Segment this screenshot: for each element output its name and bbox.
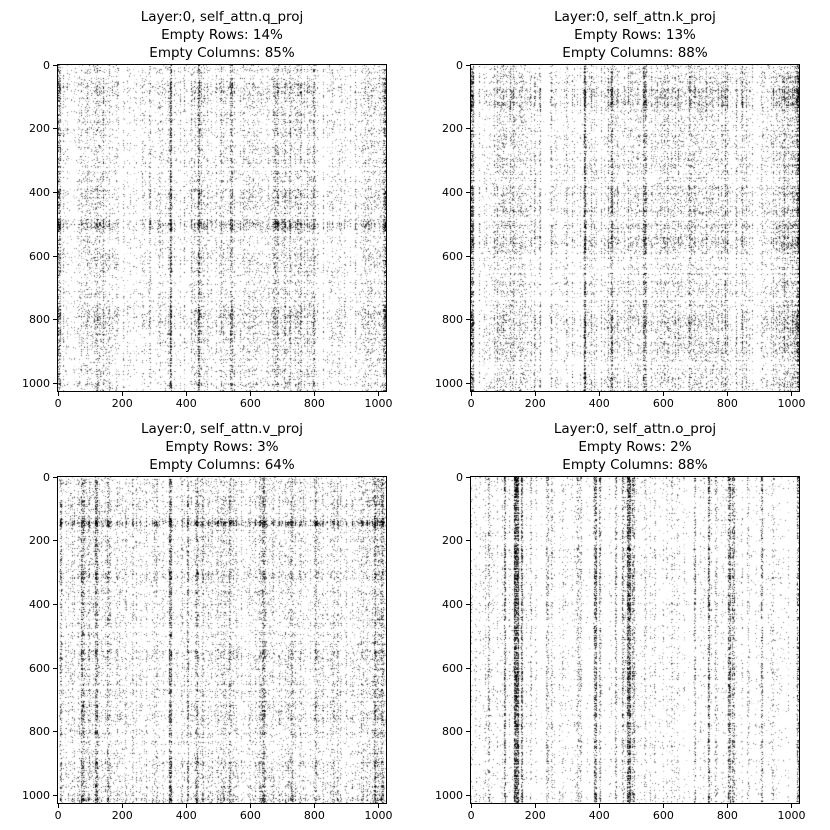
x-tick-label: 200 bbox=[111, 809, 133, 822]
empty-cols-label: Empty Columns: 64% bbox=[149, 457, 295, 473]
x-tick-mark bbox=[58, 804, 59, 808]
y-tick-label: 600 bbox=[442, 661, 463, 675]
x-tick-label: 200 bbox=[524, 809, 546, 822]
x-tick-mark bbox=[471, 804, 472, 808]
y-tick-mark bbox=[53, 731, 57, 732]
x-tick-mark bbox=[663, 804, 664, 808]
subplot-header-v-proj bbox=[37, 420, 407, 474]
y-tick-label: 200 bbox=[29, 534, 50, 548]
x-tick-label: 200 bbox=[111, 397, 133, 410]
y-tick-mark bbox=[466, 731, 470, 732]
x-tick-mark bbox=[314, 392, 315, 396]
subplot-header-q-proj bbox=[37, 8, 407, 62]
y-tick-label: 0 bbox=[43, 470, 50, 484]
y-tick-label: 200 bbox=[29, 122, 50, 136]
y-tick-mark bbox=[466, 192, 470, 193]
y-tick-label: 400 bbox=[442, 598, 463, 611]
y-tick-label: 600 bbox=[29, 249, 50, 263]
x-tick-mark bbox=[122, 804, 123, 808]
x-tick-label: 1000 bbox=[364, 397, 393, 410]
spy-heatmap-q-proj bbox=[58, 65, 386, 391]
subplot-q-proj bbox=[22, 9, 393, 410]
plot-area-o-proj bbox=[470, 476, 800, 804]
subplot-header-k-proj bbox=[450, 8, 820, 62]
y-tick-label: 1000 bbox=[435, 377, 463, 391]
y-tick-mark bbox=[466, 383, 470, 384]
subplot-o-proj bbox=[435, 421, 806, 822]
x-tick-label: 1000 bbox=[777, 397, 806, 410]
y-tick-mark bbox=[466, 604, 470, 605]
y-tick-label: 800 bbox=[29, 725, 50, 739]
x-tick-mark bbox=[314, 804, 315, 808]
x-tick-mark bbox=[186, 804, 187, 808]
y-tick-label: 800 bbox=[442, 313, 463, 327]
x-tick-label: 600 bbox=[652, 397, 674, 410]
x-tick-label: 200 bbox=[524, 397, 546, 410]
y-tick-mark bbox=[53, 256, 57, 257]
x-tick-label: 600 bbox=[239, 397, 261, 410]
x-tick-label: 600 bbox=[239, 809, 261, 822]
empty-cols-label: Empty Columns: 85% bbox=[149, 45, 295, 61]
x-tick-label: 400 bbox=[175, 397, 197, 410]
y-tick-label: 600 bbox=[442, 249, 463, 263]
y-tick-label: 1000 bbox=[22, 377, 50, 391]
x-tick-mark bbox=[186, 392, 187, 396]
x-tick-mark bbox=[727, 804, 728, 808]
x-tick-mark bbox=[599, 804, 600, 808]
x-tick-mark bbox=[599, 392, 600, 396]
y-tick-mark bbox=[53, 668, 57, 669]
y-tick-mark bbox=[53, 540, 57, 541]
y-tick-mark bbox=[466, 128, 470, 129]
x-tick-label: 0 bbox=[467, 397, 475, 410]
x-tick-label: 800 bbox=[716, 809, 738, 822]
y-tick-mark bbox=[53, 65, 57, 66]
x-tick-label: 1000 bbox=[364, 809, 393, 822]
y-tick-mark bbox=[466, 65, 470, 66]
x-tick-mark bbox=[58, 392, 59, 396]
x-tick-mark bbox=[378, 392, 379, 396]
x-tick-mark bbox=[727, 392, 728, 396]
x-tick-mark bbox=[250, 804, 251, 808]
x-tick-mark bbox=[378, 804, 379, 808]
y-tick-mark bbox=[53, 604, 57, 605]
plot-area-v-proj bbox=[57, 476, 387, 804]
plot-area-q-proj bbox=[57, 64, 387, 392]
subplot-k-proj bbox=[435, 9, 806, 410]
y-tick-label: 800 bbox=[442, 725, 463, 739]
x-tick-label: 800 bbox=[303, 809, 325, 822]
y-tick-label: 600 bbox=[29, 661, 50, 675]
y-tick-label: 0 bbox=[456, 58, 463, 72]
x-tick-mark bbox=[535, 804, 536, 808]
y-tick-mark bbox=[53, 795, 57, 796]
x-tick-label: 800 bbox=[716, 397, 738, 410]
x-tick-mark bbox=[250, 392, 251, 396]
plot-area-k-proj bbox=[470, 64, 800, 392]
subplot-title: Layer:0, self_attn.q_proj bbox=[140, 9, 304, 25]
y-tick-mark bbox=[466, 319, 470, 320]
x-tick-label: 400 bbox=[588, 809, 610, 822]
y-tick-label: 1000 bbox=[435, 789, 463, 803]
spy-heatmap-o-proj bbox=[471, 477, 799, 803]
empty-rows-label: Empty Rows: 14% bbox=[161, 27, 283, 43]
x-tick-mark bbox=[471, 392, 472, 396]
y-tick-mark bbox=[53, 128, 57, 129]
spy-heatmap-k-proj bbox=[471, 65, 799, 391]
x-tick-mark bbox=[535, 392, 536, 396]
y-tick-label: 800 bbox=[29, 313, 50, 327]
y-tick-mark bbox=[53, 319, 57, 320]
subplot-v-proj bbox=[22, 421, 393, 822]
empty-cols-label: Empty Columns: 88% bbox=[562, 45, 708, 61]
y-tick-label: 1000 bbox=[22, 789, 50, 803]
x-tick-mark bbox=[791, 392, 792, 396]
subplot-title: Layer:0, self_attn.v_proj bbox=[141, 421, 303, 437]
x-tick-label: 0 bbox=[54, 397, 62, 410]
x-tick-mark bbox=[791, 804, 792, 808]
empty-rows-label: Empty Rows: 2% bbox=[578, 439, 692, 455]
x-tick-mark bbox=[663, 392, 664, 396]
x-tick-label: 800 bbox=[303, 397, 325, 410]
x-tick-mark bbox=[122, 392, 123, 396]
y-tick-mark bbox=[53, 383, 57, 384]
y-tick-mark bbox=[466, 668, 470, 669]
spy-heatmap-v-proj bbox=[58, 477, 386, 803]
y-tick-mark bbox=[466, 795, 470, 796]
x-tick-label: 400 bbox=[588, 397, 610, 410]
x-tick-label: 0 bbox=[54, 809, 62, 822]
empty-rows-label: Empty Rows: 13% bbox=[574, 27, 696, 43]
subplot-header-o-proj bbox=[450, 420, 820, 474]
y-tick-label: 400 bbox=[29, 186, 50, 199]
y-tick-label: 200 bbox=[442, 122, 463, 136]
y-tick-label: 200 bbox=[442, 534, 463, 548]
y-tick-label: 0 bbox=[43, 58, 50, 72]
subplot-title: Layer:0, self_attn.o_proj bbox=[553, 421, 717, 437]
subplot-title: Layer:0, self_attn.k_proj bbox=[554, 9, 716, 25]
x-tick-label: 400 bbox=[175, 809, 197, 822]
y-tick-label: 400 bbox=[442, 186, 463, 199]
y-tick-mark bbox=[466, 477, 470, 478]
x-tick-label: 600 bbox=[652, 809, 674, 822]
y-tick-mark bbox=[53, 477, 57, 478]
empty-cols-label: Empty Columns: 88% bbox=[562, 457, 708, 473]
empty-rows-label: Empty Rows: 3% bbox=[165, 439, 279, 455]
y-tick-label: 0 bbox=[456, 470, 463, 484]
y-tick-mark bbox=[466, 540, 470, 541]
x-tick-label: 1000 bbox=[777, 809, 806, 822]
y-tick-label: 400 bbox=[29, 598, 50, 611]
x-tick-label: 0 bbox=[467, 809, 475, 822]
y-tick-mark bbox=[466, 256, 470, 257]
y-tick-mark bbox=[53, 192, 57, 193]
